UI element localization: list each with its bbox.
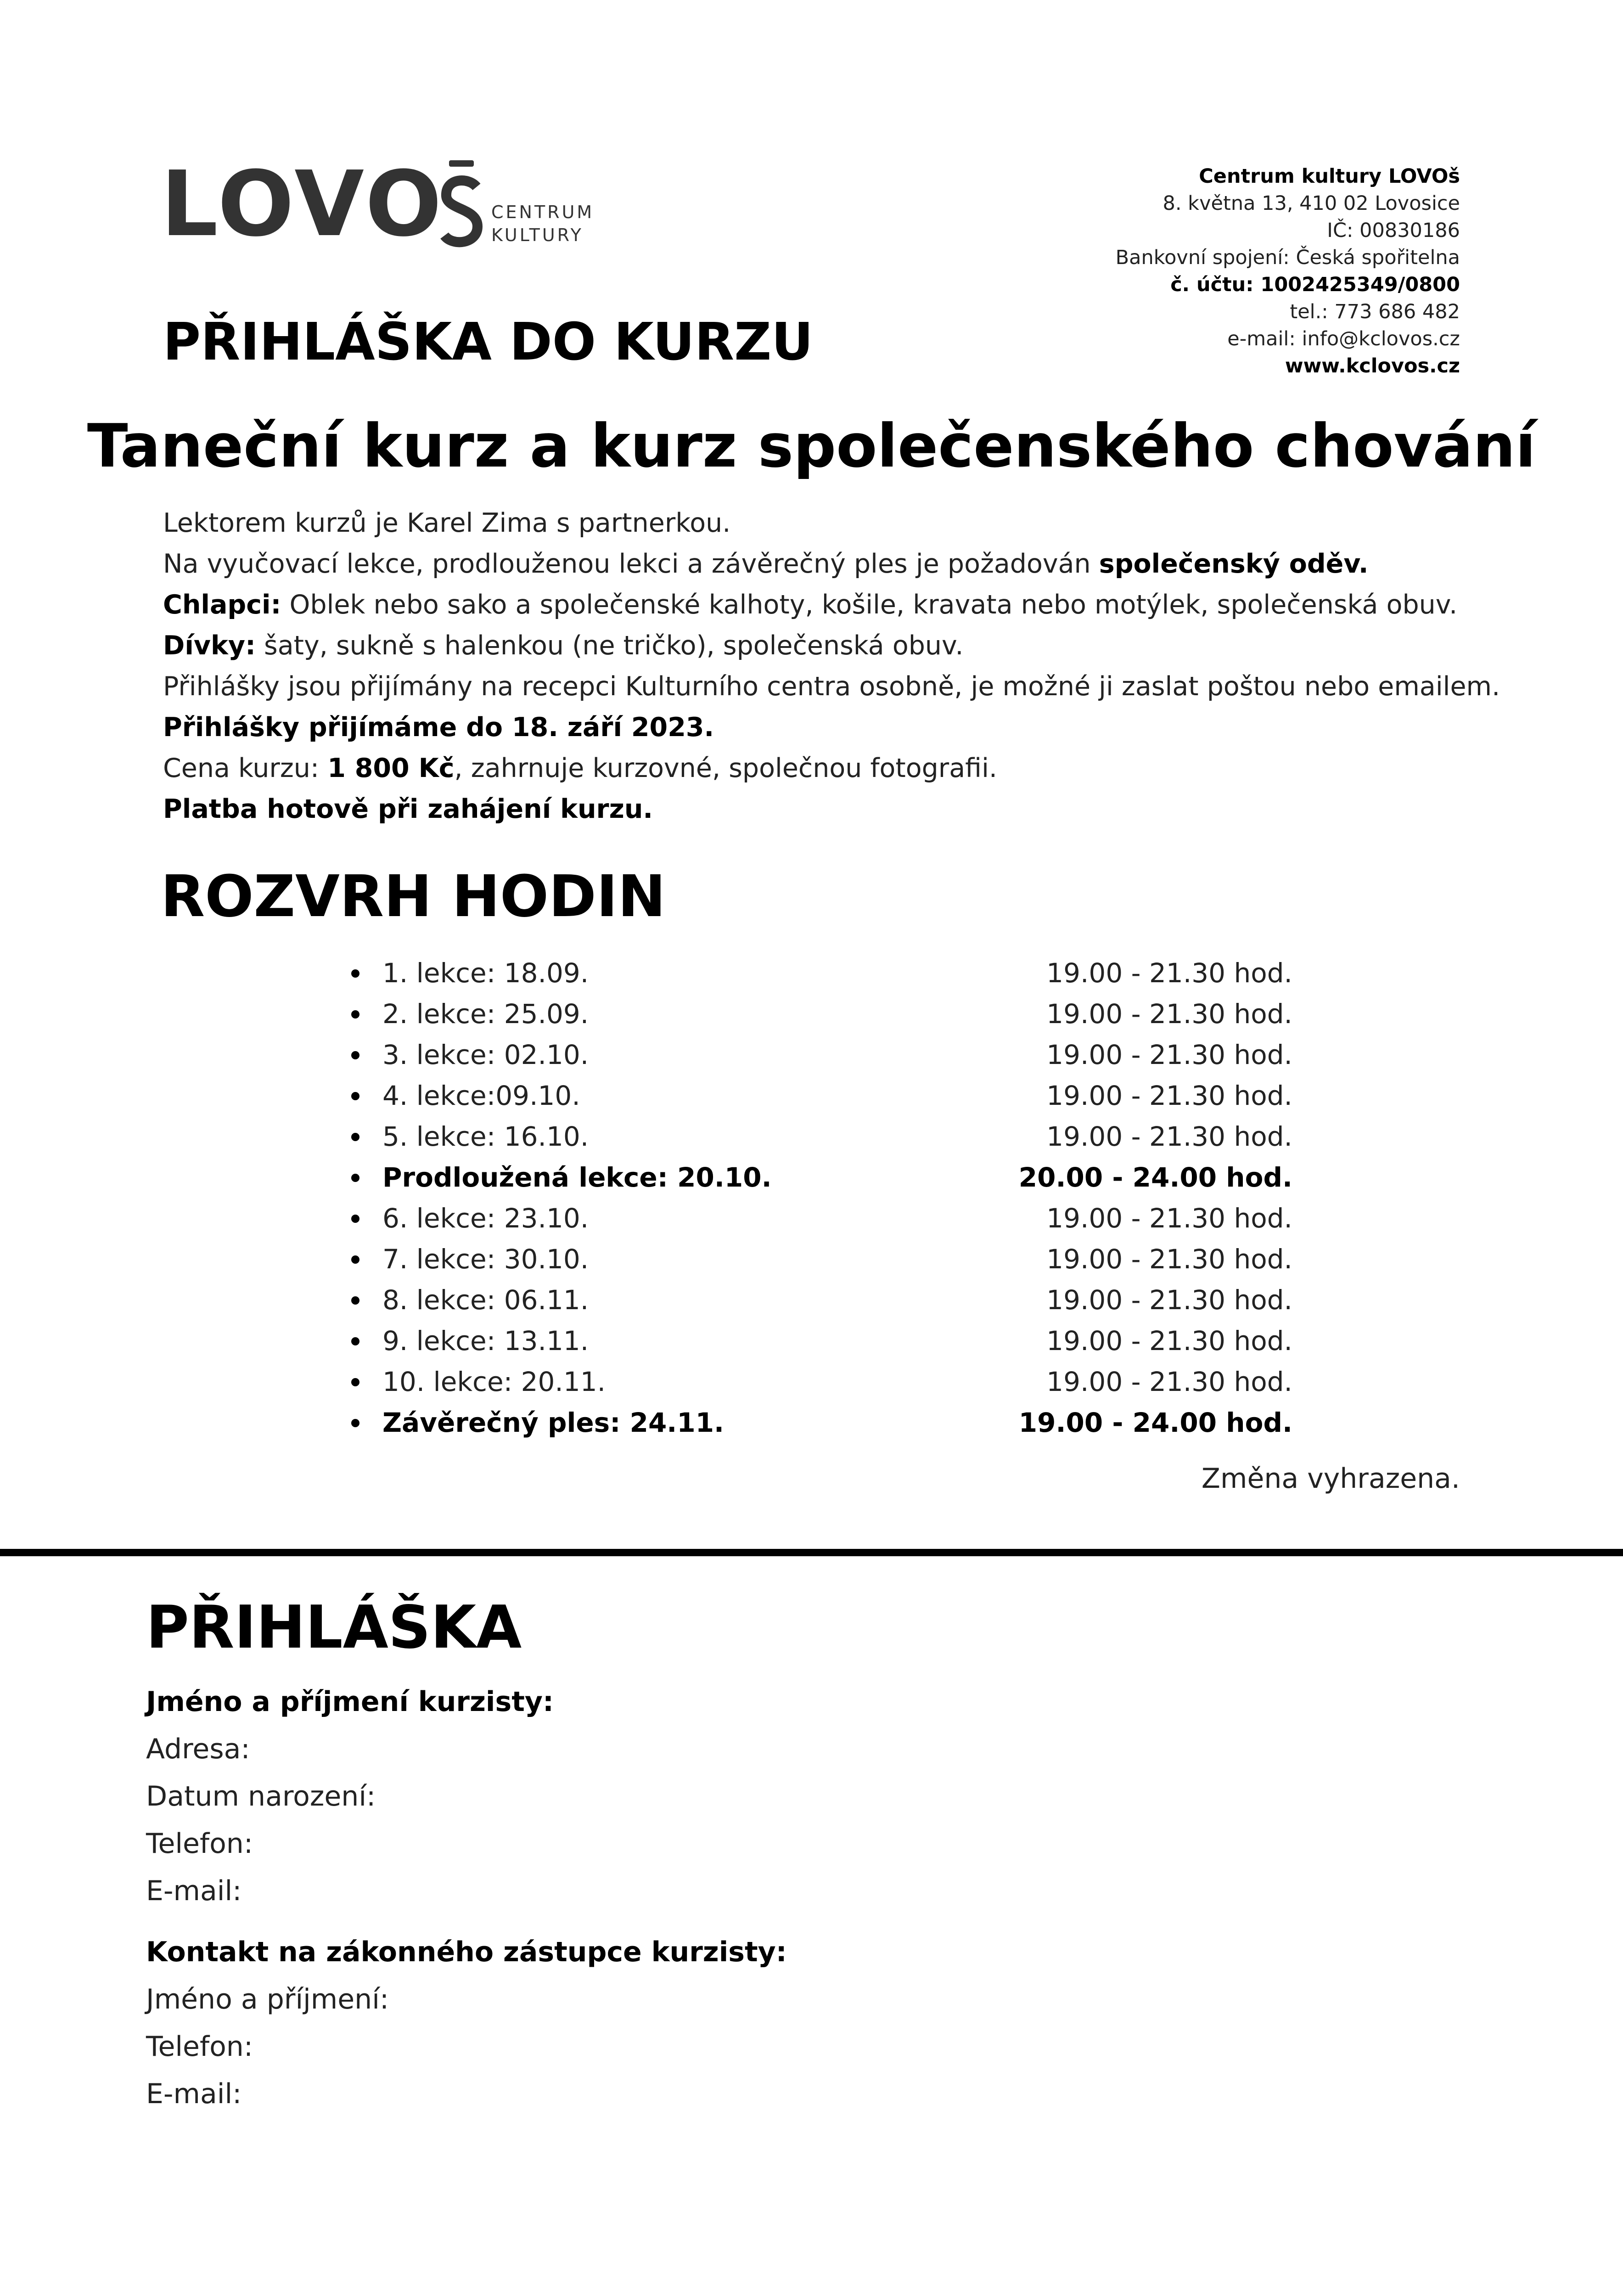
bullet-icon: [351, 1419, 359, 1427]
logo-subtitle-line1: CENTRUM: [491, 202, 595, 222]
bullet-icon: [351, 1337, 359, 1345]
schedule-lesson: 10. lekce: 20.11.: [382, 1366, 606, 1397]
schedule-lesson: 4. lekce:09.10.: [382, 1080, 580, 1111]
price-value: 1 800 Kč: [327, 753, 455, 783]
logo-subtitle-line2: KULTURY: [491, 225, 584, 245]
schedule-time: 19.00 - 21.30 hod.: [1046, 1284, 1292, 1316]
schedule-lesson: 8. lekce: 06.11.: [382, 1284, 589, 1316]
bullet-icon: [351, 1092, 359, 1100]
contact-account: č. účtu: 1002425349/0800: [1170, 273, 1460, 296]
bullet-icon: [351, 1051, 359, 1059]
dress-code-emphasis: společenský oděv.: [1099, 549, 1369, 579]
price-note: , zahrnuje kurzovné, společnou fotografii.: [454, 753, 998, 783]
bullet-icon: [351, 1133, 359, 1141]
schedule-row: [351, 1239, 1292, 1280]
schedule-list: [351, 953, 1292, 1443]
bullet-icon: [351, 1378, 359, 1386]
course-title: Taneční kurz a kurz společenského chování: [87, 411, 1536, 481]
application-form: [146, 1678, 787, 2118]
price-line: [163, 748, 1500, 789]
contact-bank: Bankovní spojení: Česká spořitelna: [1115, 246, 1460, 269]
schedule-lesson: 1. lekce: 18.09.: [382, 957, 589, 989]
change-reserved-note: Změna vyhrazena.: [1201, 1463, 1460, 1495]
payment-text: Platba hotově při zahájení kurzu.: [163, 794, 653, 824]
spacer: [146, 1915, 787, 1929]
dress-code-line: [163, 544, 1500, 585]
schedule-lesson: 6. lekce: 23.10.: [382, 1203, 589, 1234]
bullet-icon: [351, 1010, 359, 1019]
price-label: Cena kurzu:: [163, 753, 328, 783]
schedule-time: 19.00 - 21.30 hod.: [1046, 957, 1292, 989]
logo-wordmark: LOVO: [161, 152, 445, 257]
bullet-icon: [351, 1174, 359, 1182]
phone-field: Telefon:: [146, 1828, 253, 1860]
bullet-icon: [351, 969, 359, 978]
girls-text: šaty, sukně s halenkou (ne tričko), společenská obuv.: [255, 630, 964, 661]
guardian-email-field: E-mail:: [146, 2078, 242, 2110]
schedule-time: 19.00 - 21.30 hod.: [1046, 1039, 1292, 1070]
schedule-row: [351, 1116, 1292, 1157]
schedule-time: 20.00 - 24.00 hod.: [1018, 1162, 1292, 1193]
guardian-name-field: Jméno a příjmení:: [146, 1983, 389, 2015]
schedule-lesson: 3. lekce: 02.10.: [382, 1039, 589, 1070]
boys-label: Chlapci:: [163, 590, 281, 620]
bullet-icon: [351, 1255, 359, 1264]
schedule-lesson: 5. lekce: 16.10.: [382, 1121, 589, 1152]
deadline-text: Přihlášky přijímáme do 18. září 2023.: [163, 712, 714, 743]
schedule-time: 19.00 - 21.30 hod.: [1046, 1203, 1292, 1234]
contact-name: Centrum kultury LOVOš: [1199, 165, 1460, 188]
contact-address: 8. května 13, 410 02 Lovosice: [1162, 192, 1460, 215]
contact-web: www.kclovos.cz: [1285, 355, 1460, 377]
boys-dress-line: [163, 585, 1500, 625]
contact-email: e-mail: info@kclovos.cz: [1227, 327, 1460, 350]
payment-line: [163, 789, 1500, 830]
schedule-row: [351, 1280, 1292, 1321]
student-name-field: Jméno a příjmení kurzisty:: [146, 1686, 554, 1718]
schedule-row: [351, 1198, 1292, 1239]
application-title: PŘIHLÁŠKA: [146, 1593, 522, 1662]
schedule-lesson: 9. lekce: 13.11.: [382, 1325, 589, 1356]
schedule-time: 19.00 - 21.30 hod.: [1046, 1244, 1292, 1275]
contact-ic: IČ: 00830186: [1327, 219, 1460, 242]
schedule-row: [351, 953, 1292, 994]
schedule-time: 19.00 - 21.30 hod.: [1046, 998, 1292, 1030]
schedule-row: [351, 1157, 1292, 1198]
schedule-lesson: Prodloužená lekce: 20.10.: [382, 1162, 772, 1193]
guardian-phone-field: Telefon:: [146, 2031, 253, 2063]
schedule-lesson: Závěrečný ples: 24.11.: [382, 1407, 724, 1438]
logo-s-glyph: [436, 158, 487, 250]
schedule-lesson: 7. lekce: 30.10.: [382, 1244, 589, 1275]
schedule-row: [351, 1321, 1292, 1362]
schedule-row: [351, 1362, 1292, 1402]
address-field: Adresa:: [146, 1733, 250, 1765]
form-title: PŘIHLÁŠKA DO KURZU: [163, 312, 814, 372]
registration-line: Přihlášky jsou přijímány na recepci Kulturního centra osobně, je možné ji zaslat poštou nebo emailem.: [163, 671, 1500, 702]
lovos-logo: [161, 152, 597, 257]
schedule-time: 19.00 - 21.30 hod.: [1046, 1366, 1292, 1397]
boys-text: Oblek nebo sako a společenské kalhoty, košile, kravata nebo motýlek, společenská obuv.: [281, 590, 1458, 620]
contact-phone: tel.: 773 686 482: [1290, 300, 1460, 323]
lecturer-line: Lektorem kurzů je Karel Zima s partnerkou.: [163, 508, 731, 538]
bullet-icon: [351, 1296, 359, 1305]
girls-dress-line: [163, 625, 1500, 666]
course-info: [163, 503, 1500, 830]
email-field: E-mail:: [146, 1875, 242, 1907]
schedule-time: 19.00 - 24.00 hod.: [1018, 1407, 1292, 1438]
dress-code-text: Na vyučovací lekce, prodlouženou lekci a závěrečný ples je požadován: [163, 549, 1099, 579]
schedule-time: 19.00 - 21.30 hod.: [1046, 1325, 1292, 1356]
schedule-time: 19.00 - 21.30 hod.: [1046, 1121, 1292, 1152]
schedule-row: [351, 1402, 1292, 1443]
schedule-row: [351, 994, 1292, 1035]
bullet-icon: [351, 1215, 359, 1223]
guardian-heading: Kontakt na zákonného zástupce kurzisty:: [146, 1936, 787, 1968]
deadline-line: [163, 707, 1500, 748]
girls-label: Dívky:: [163, 630, 256, 661]
schedule-row: [351, 1075, 1292, 1116]
schedule-lesson: 2. lekce: 25.09.: [382, 998, 589, 1030]
contact-block: [1116, 163, 1460, 380]
birth-date-field: Datum narození:: [146, 1780, 376, 1812]
section-divider: [0, 1549, 1623, 1556]
schedule-heading: ROZVRH HODIN: [161, 863, 666, 930]
schedule-time: 19.00 - 21.30 hod.: [1046, 1080, 1292, 1111]
schedule-row: [351, 1035, 1292, 1075]
